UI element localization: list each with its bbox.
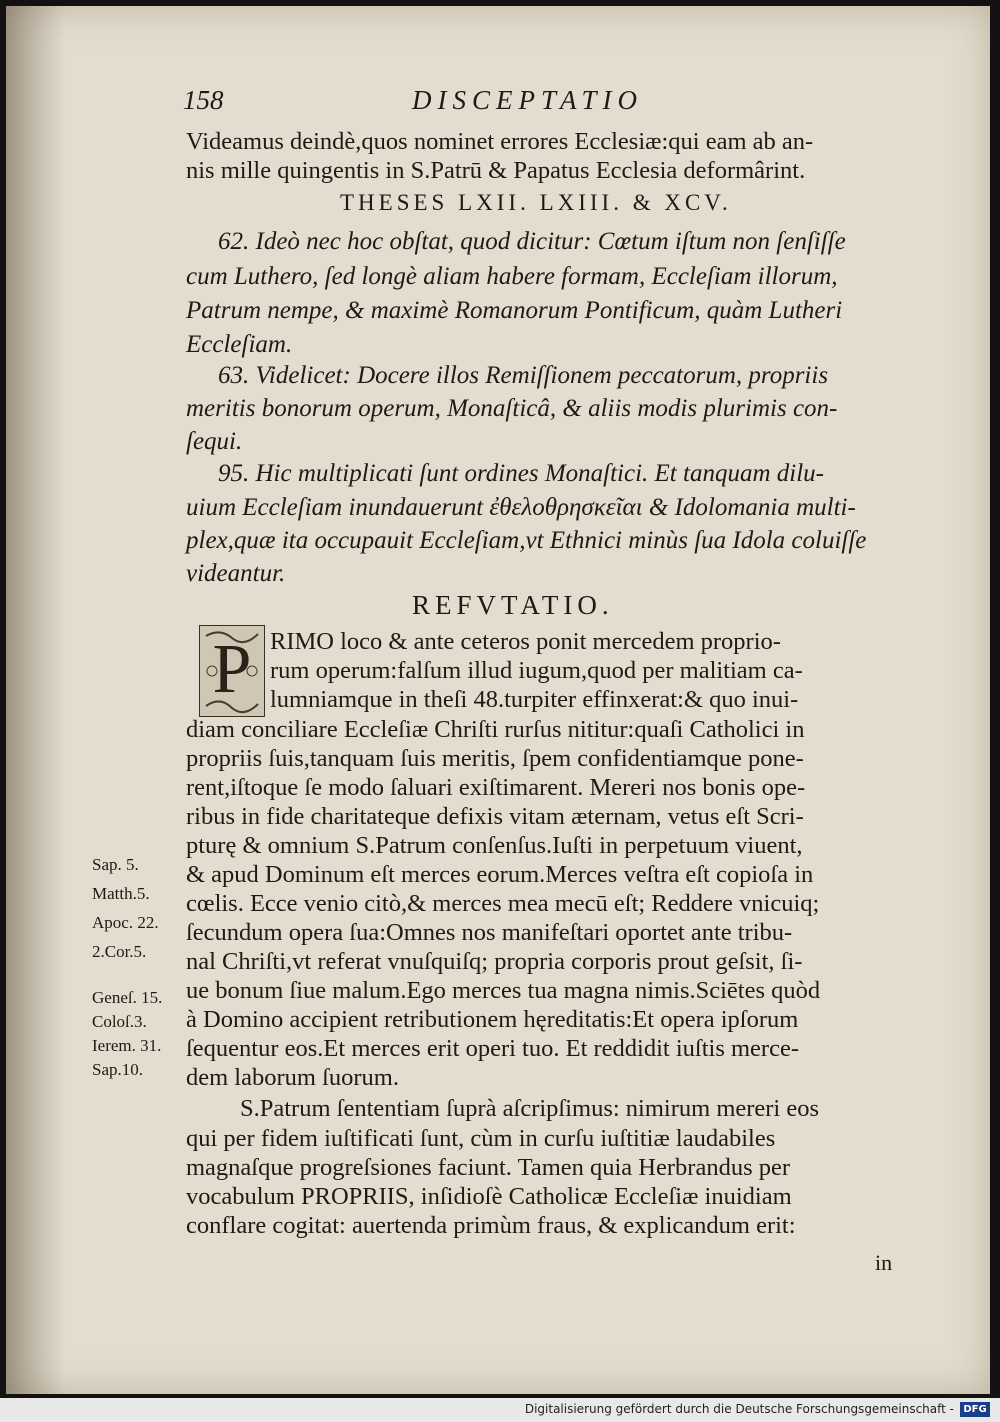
body-line: RIMO loco & ante ceteros ponit mercedem proprio-: [270, 628, 781, 655]
body-line: ribus in fide charitateque defixis vitam æternam, vetus eſt Scri-: [186, 803, 804, 830]
body-line: nal Chriſti,vt referat vnuſquiſq; propria corporis prout geſsit, ſi-: [186, 948, 803, 975]
body-line: ſecundum opera ſua:Omnes nos manifeſtari oportet ante tribu-: [186, 919, 793, 946]
margin-citation: Ierem. 31.: [92, 1036, 162, 1055]
body-line: ſequentur eos.Et merces erit operi tuo. Et reddidit iuſtis merce-: [186, 1035, 799, 1062]
body-line: & apud Dominum eſt merces eorum.Merces veſtra eſt copioſa in: [186, 861, 814, 888]
thesis-line: cum Luthero, ſed longè aliam habere formam, Eccleſiam illorum,: [186, 263, 838, 290]
running-title: DISCEPTATIO: [412, 85, 643, 115]
body-line: pturę & omnium S.Patrum conſenſus.Iuſti in perpetuum viuent,: [186, 832, 803, 859]
thesis-line: meritis bonorum operum, Monaſticâ, & aliis modis plurimis con-: [186, 395, 838, 422]
margin-citation: Matth.5.: [92, 884, 150, 903]
intro-line: Videamus deindè,quos nominet errores Ecclesiæ:qui eam ab an-: [186, 128, 814, 155]
body-line: rent,iſtoque ſe modo ſaluari exiſtimarent. Mereri nos bonis ope-: [186, 774, 806, 801]
body-line: cœlis. Ecce venio citò,& merces mea mecū eſt; Reddere vnicuiq;: [186, 890, 820, 917]
thesis-line: Eccleſiam.: [186, 331, 293, 358]
dfg-logo-icon: DFG: [960, 1402, 990, 1417]
thesis-line: 62. Ideò nec hoc obſtat, quod dicitur: Cœtum iſtum non ſenſiſſe: [218, 228, 846, 255]
body-line: à Domino accipient retributionem hęreditatis:Et opera ipſorum: [186, 1006, 799, 1033]
body-line: propriis ſuis,tanquam ſuis meritis, ſpem confidentiamque pone-: [186, 745, 804, 772]
body-line: rum operum:falſum illud iugum,quod per malitiam ca-: [270, 657, 803, 684]
body-line: magnaſque progreſsiones faciunt. Tamen quia Herbrandus per: [186, 1154, 791, 1181]
body-line: lumniamque in theſi 48.turpiter effinxerat:& quo inui-: [270, 686, 799, 713]
margin-citation: Geneſ. 15.: [92, 988, 163, 1007]
thesis-line: 63. Videlicet: Docere illos Remiſſionem peccatorum, propriis: [218, 362, 829, 389]
thesis-line: Patrum nempe, & maximè Romanorum Pontificum, quàm Lutheri: [186, 297, 843, 324]
margin-citation: Coloſ.3.: [92, 1012, 147, 1031]
initial-letter: P: [212, 631, 252, 708]
refutatio-heading: REFVTATIO.: [412, 590, 614, 620]
theses-heading: THESES LXII. LXIII. & XCV.: [340, 190, 732, 215]
gutter-shadow: [6, 6, 66, 1394]
footer-credit: Digitalisierung gefördert durch die Deutsche Forschungsgemeinschaft -: [524, 1402, 954, 1416]
margin-citation: Sap. 5.: [92, 855, 139, 874]
margin-citation: Sap.10.: [92, 1060, 143, 1079]
thesis-line: uium Eccleſiam inundauerunt ἐθελοθρησκεῖαι & Idolomania multi-: [186, 494, 856, 521]
body-line: conflare cogitat: auertenda primùm fraus, & explicandum erit:: [186, 1212, 796, 1239]
body-line: diam conciliare Eccleſiæ Chriſti rurſus nititur:quaſi Catholici in: [186, 716, 805, 743]
decorated-initial: [199, 625, 265, 717]
footer-bar: [0, 1398, 1000, 1422]
margin-citation: 2.Cor.5.: [92, 942, 147, 961]
page-number: 158: [183, 85, 224, 115]
margin-citation: Apoc. 22.: [92, 913, 159, 932]
thesis-line: plex,quæ ita occupauit Eccleſiam,vt Ethnici minùs ſua Idola coluiſſe: [186, 527, 867, 554]
thesis-line: videantur.: [186, 560, 286, 587]
body-line: vocabulum PROPRIIS, inſidioſè Catholicæ Eccleſiæ inuidiam: [186, 1183, 792, 1210]
thesis-line: ſequi.: [186, 428, 243, 455]
catchword: in: [875, 1250, 893, 1275]
body-line: ue bonum ſiue malum.Ego merces tua magna nimis.Sciētes quòd: [186, 977, 821, 1004]
body-line: dem laborum ſuorum.: [186, 1064, 399, 1091]
intro-line: nis mille quingentis in S.Patrū & Papatus Ecclesia deformârint.: [186, 157, 806, 184]
body-line: S.Patrum ſententiam ſuprà aſcripſimus: nimirum mereri eos: [240, 1095, 820, 1122]
thesis-line: 95. Hic multiplicati ſunt ordines Monaſtici. Et tanquam dilu-: [218, 460, 824, 487]
body-line: qui per fidem iuſtificati ſunt, cùm in curſu iuſtitiæ laudabiles: [186, 1125, 776, 1152]
